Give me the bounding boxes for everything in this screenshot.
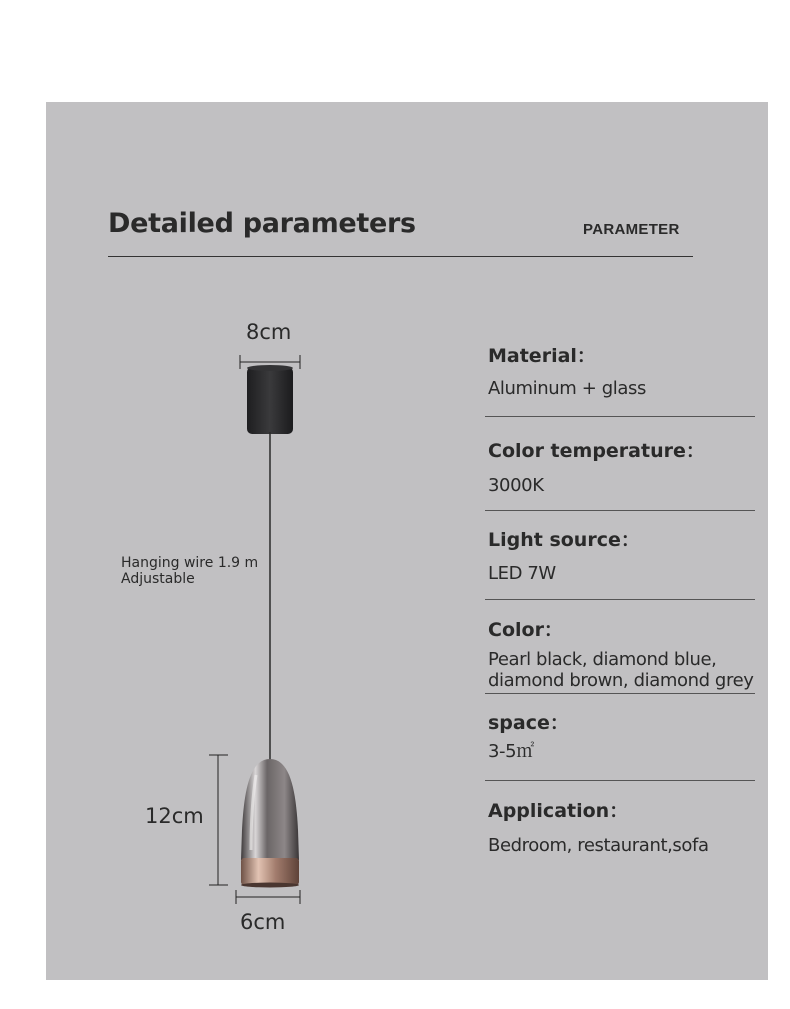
shade-width-label: 6cm [240, 910, 286, 934]
spec-label-color-temperature: Color temperature： [488, 440, 705, 462]
lamp-shade [241, 759, 299, 888]
lamp-canopy [247, 365, 293, 434]
spec-divider [485, 693, 755, 694]
spec-value-material: Aluminum + glass [488, 378, 646, 399]
page-title: Detailed parameters [108, 208, 416, 239]
spec-divider [485, 599, 755, 600]
shade-height-label: 12cm [145, 804, 204, 828]
spec-value-color-temperature: 3000K [488, 475, 544, 496]
spec-value-light-source: LED 7W [488, 563, 556, 584]
spec-value-color-line2: diamond brown, diamond grey [488, 670, 754, 691]
section-tag: PARAMETER [583, 221, 680, 238]
spec-label-material: Material： [488, 345, 596, 367]
spec-value-color-line1: Pearl black, diamond blue, [488, 649, 717, 670]
wire-length-text: Hanging wire 1.9 m [121, 555, 259, 571]
wire-adjustable-text: Adjustable [121, 571, 195, 587]
shade-width-dimension [236, 890, 300, 904]
spec-label-light-source: Light source： [488, 529, 640, 551]
spec-label-space: space： [488, 712, 569, 734]
shade-height-dimension [209, 755, 228, 885]
spec-value-application: Bedroom, restaurant,sofa [488, 835, 709, 856]
spec-divider [485, 510, 755, 511]
spec-label-color: Color： [488, 619, 563, 641]
wire-note [121, 555, 258, 587]
spec-divider [485, 416, 755, 417]
spec-label-application: Application： [488, 800, 629, 822]
canopy-width-label: 8cm [246, 320, 292, 344]
spec-divider [485, 780, 755, 781]
spec-value-space: 3-5㎡ [488, 741, 534, 762]
